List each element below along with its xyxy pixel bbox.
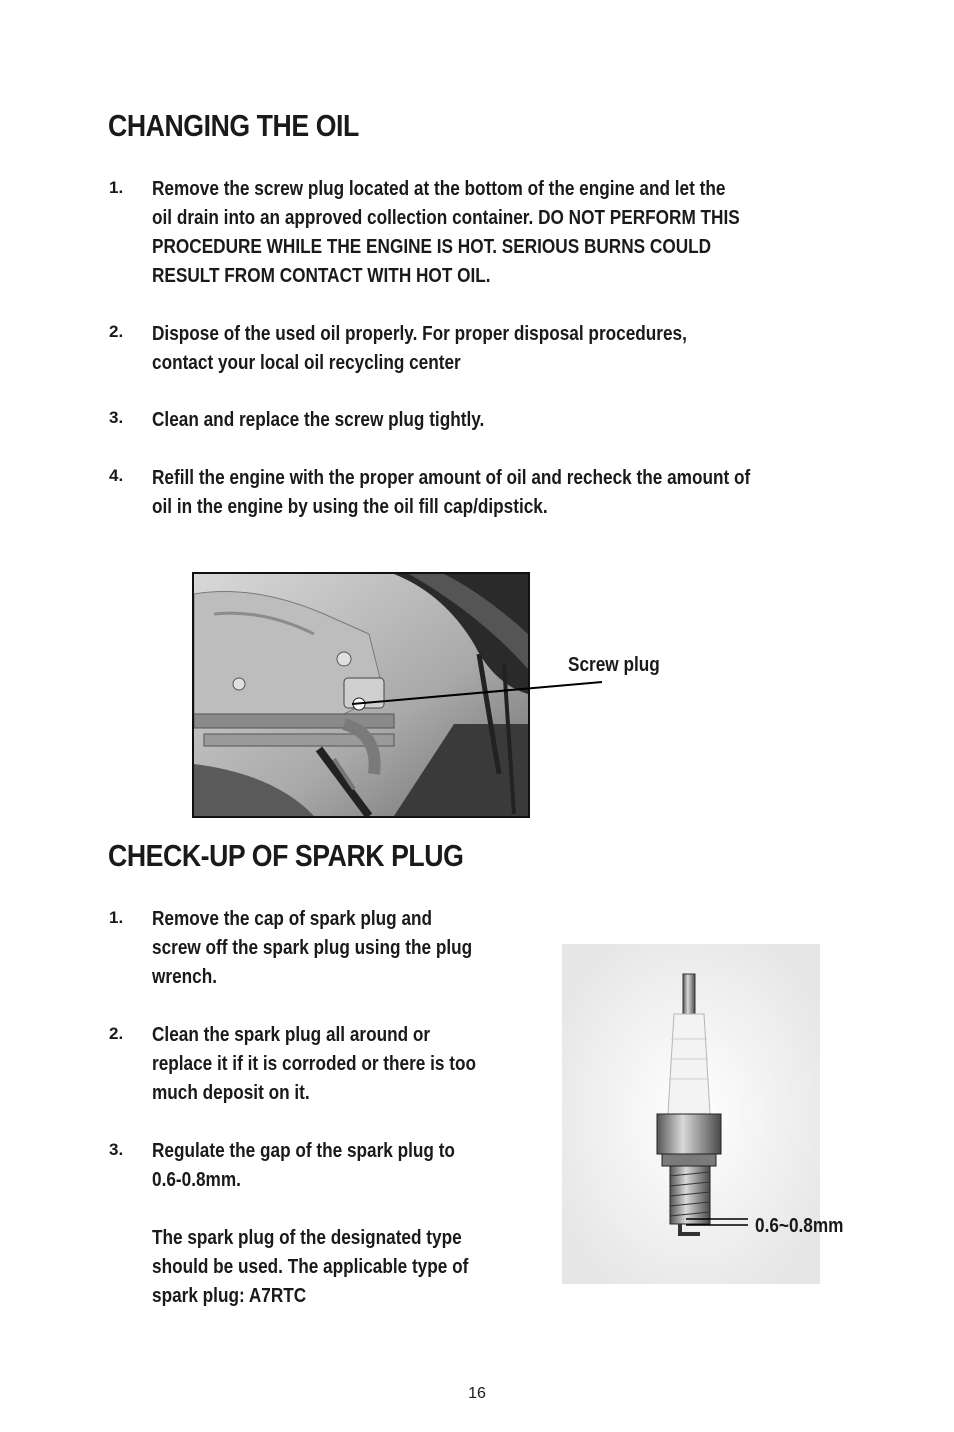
step-text: Remove the screw plug located at the bottom of the engine and let the oil drain into an approved collection container. DO NOT PERFORM THIS PROCEDURE WHILE THE ENGINE IS HOT. SERIOUS BURNS COULD RESULT FROM CONTACT WITH HOT OIL. <box>152 178 740 287</box>
step-number: 1. <box>109 178 124 197</box>
step-text: Dispose of the used oil properly. For proper disposal procedures, contact your local oil recycling center <box>152 323 687 374</box>
step-text: Clean the spark plug all around or replace it if it is corroded or there is too much deposit on it. <box>152 1024 477 1104</box>
step-text: Refill the engine with the proper amount of oil and recheck the amount of oil in the engine by using the oil fill cap/dipstick. <box>152 467 751 518</box>
engine-photo <box>192 572 530 818</box>
step-number: 4. <box>109 466 124 485</box>
step-text: Remove the cap of spark plug and screw off the spark plug using the plug wrench. <box>152 908 473 988</box>
step-number: 3. <box>109 408 124 427</box>
step-text: Clean and replace the screw plug tightly. <box>152 409 485 431</box>
step-text: Regulate the gap of the spark plug to 0.6-0.8mm. The spark plug of the designated type should be used. The applicable type of spark plug: A7RTC <box>152 1140 469 1307</box>
section-title-spark-plug: CHECK-UP OF SPARK PLUG <box>108 838 464 873</box>
step-number: 3. <box>109 1140 124 1159</box>
screw-plug-label: Screw plug <box>568 654 660 676</box>
gap-label: 0.6~0.8mm <box>755 1215 844 1237</box>
engine-illustration <box>194 574 528 816</box>
page-number: 16 <box>468 1385 486 1402</box>
step-number: 2. <box>109 1024 124 1043</box>
section-title-changing-oil: CHANGING THE OIL <box>108 108 359 143</box>
step-number: 2. <box>109 322 124 341</box>
step-number: 1. <box>109 908 124 927</box>
